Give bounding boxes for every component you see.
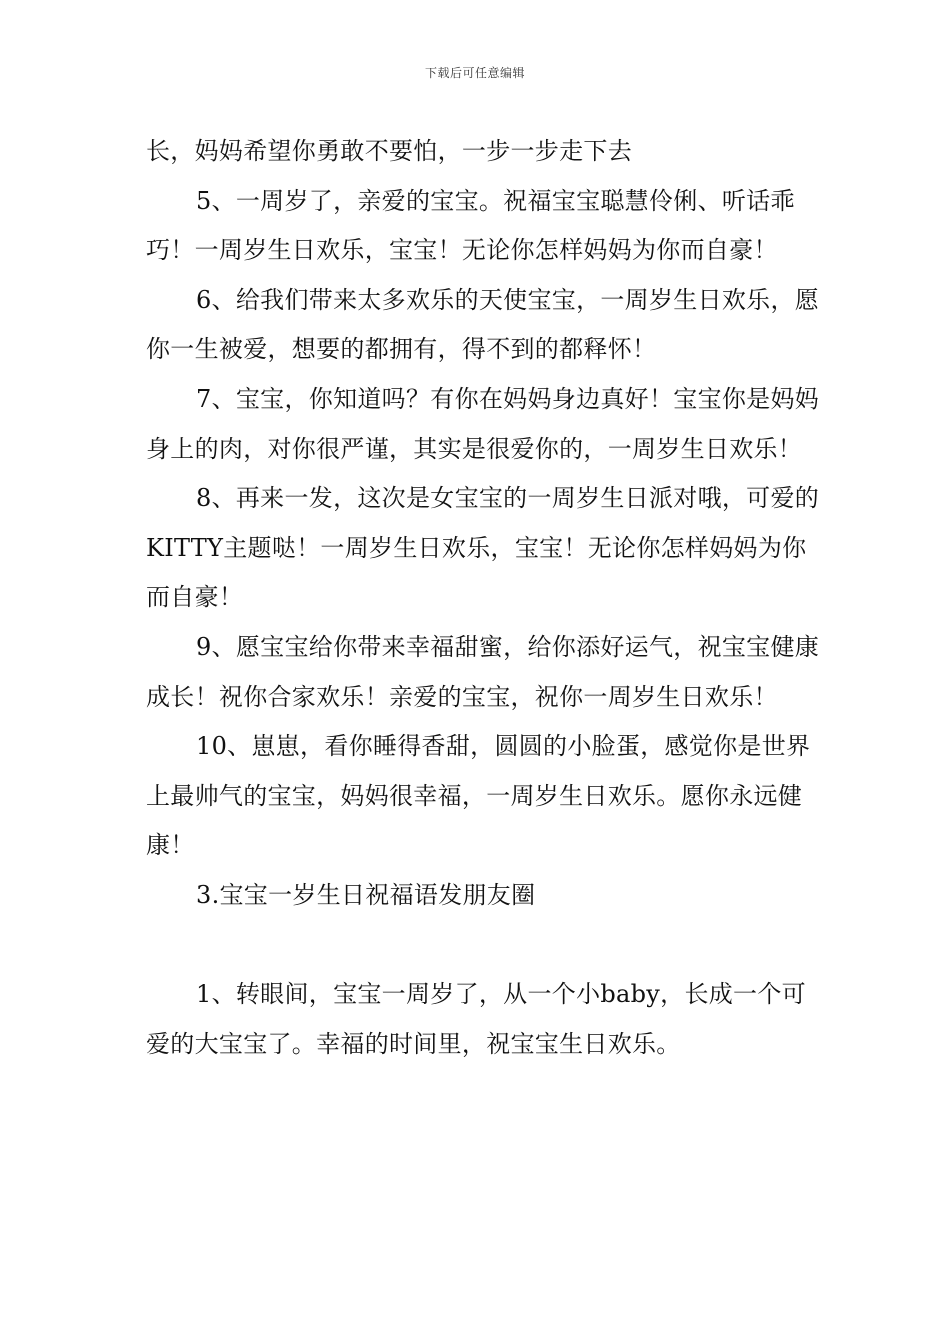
paragraph-continuation: 长，妈妈希望你勇敢不要怕，一步一步走下去 xyxy=(146,137,632,165)
paragraph-wish-8: 8、再来一发，这次是女宝宝的一周岁生日派对哦，可爱的KITTY主题哒！一周岁生日欢乐，宝宝！无论你怎样妈妈为你而自豪！ xyxy=(146,484,820,612)
paragraph-wish-6: 6、给我们带来太多欢乐的天使宝宝，一周岁生日欢乐，愿你一生被爱，想要的都拥有，得不到的都释怀！ xyxy=(146,285,820,364)
blank-line xyxy=(146,921,826,971)
paragraph-wish-10: 10、崽崽，看你睡得香甜，圆圆的小脸蛋，感觉你是世界上最帅气的宝宝，妈妈很幸福，一周岁生日欢乐。愿你永远健康！ xyxy=(146,732,811,860)
paragraph-wish-7: 7、宝宝，你知道吗？有你在妈妈身边真好！宝宝你是妈妈身上的肉，对你很严谨，其实是很爱你的，一周岁生日欢乐！ xyxy=(146,384,820,463)
page-header: 下载后可任意编辑 xyxy=(424,66,525,80)
paragraph-wish-5: 5、一周岁了，亲爱的宝宝。祝福宝宝聪慧伶俐、听话乖巧！一周岁生日欢乐，宝宝！无论你怎样妈妈为你而自豪！ xyxy=(146,186,795,265)
paragraph-wish-9: 9、愿宝宝给你带来幸福甜蜜，给你添好运气，祝宝宝健康成长！祝你合家欢乐！亲爱的宝宝，祝你一周岁生日欢乐！ xyxy=(146,632,820,711)
document-body xyxy=(146,127,826,1069)
paragraph-wish-1: 1、转眼间，宝宝一周岁了，从一个小baby，长成一个可爱的大宝宝了。幸福的时间里，祝宝宝生日欢乐。 xyxy=(146,980,806,1058)
section-heading: 3.宝宝一岁生日祝福语发朋友圈 xyxy=(196,880,536,909)
